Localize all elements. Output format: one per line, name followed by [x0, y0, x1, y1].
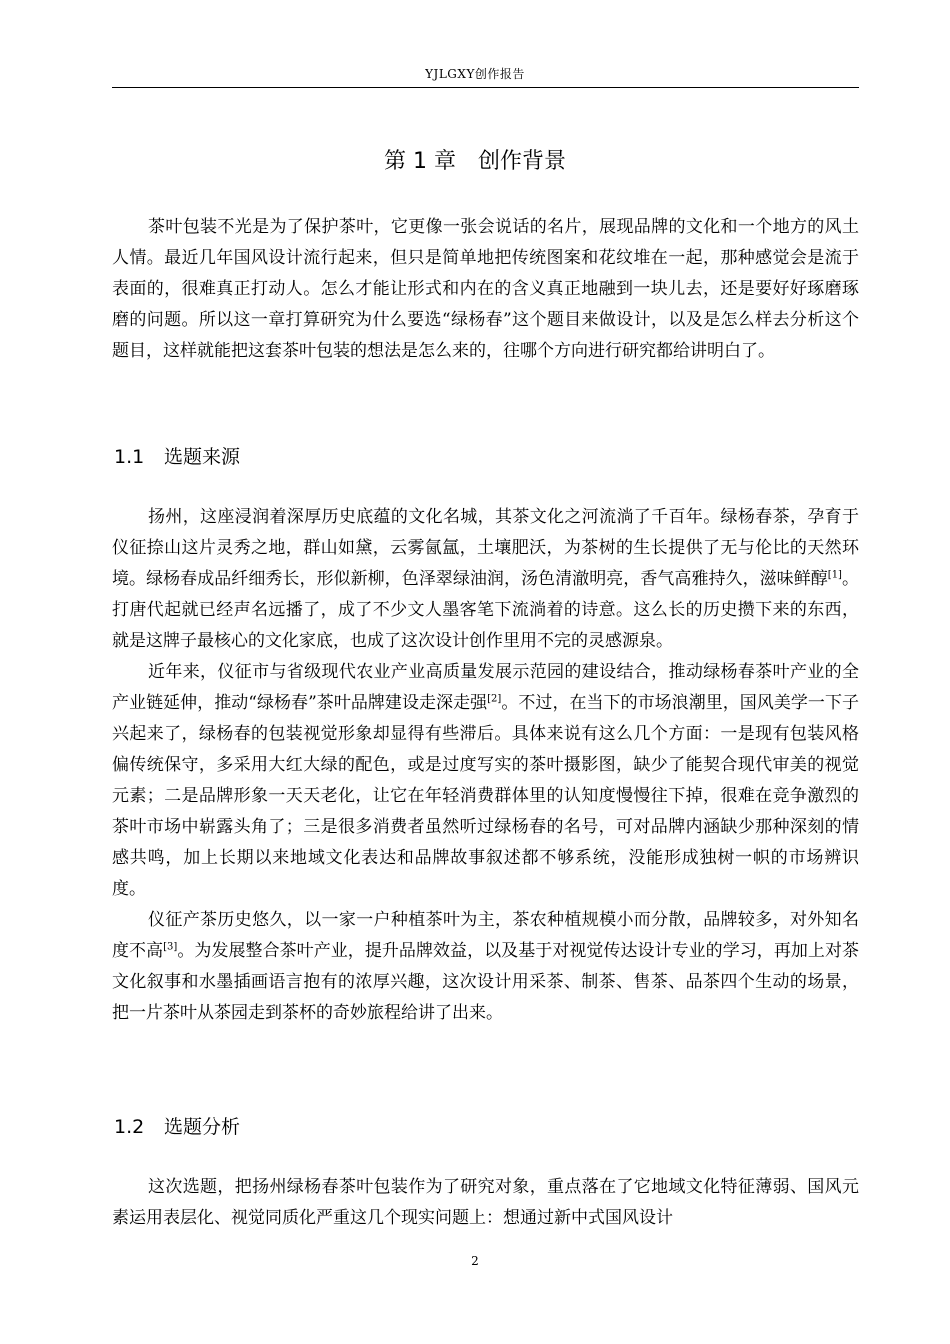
paragraph-text: 。不过，在当下的市场浪潮里，国风美学一下子兴起来了，绿杨春的包装视觉形象却显得有些滞后。具体来说有这么几个方面：一是现有包装风格偏传统保守，多采用大红大绿的配色，或是过度写实的茶叶摄影图，缺少了能契合现代审美的视觉元素；二是品牌形象一天天老化，让它在年轻消费群体里的认知度慢慢往下掉，很难在竞争激烈的茶叶市场中崭露头角了；三是很多消费者虽然听过绿杨春的名号，可对品牌内涵缺少那种深刻的情感共鸣，加上长期以来地域文化表达和品牌故事叙述都不够系统，没能形成独树一帜的市场辨识度。	[112, 693, 859, 899]
body-paragraph	[112, 502, 859, 657]
chapter-title	[0, 146, 950, 178]
citation-ref: [3]	[163, 941, 178, 953]
section-title: 选题分析	[164, 1116, 241, 1138]
body-paragraph: 这次选题，把扬州绿杨春茶叶包装作为了研究对象，重点落在了它地域文化特征薄弱、国风元素运用表层化、视觉同质化严重这几个现实问题上：想通过新中式国风设计	[112, 1177, 859, 1228]
running-header: YJLGXY创作报告	[425, 67, 525, 81]
section-1-1-body	[112, 502, 859, 1029]
section-heading-1-1	[114, 444, 240, 470]
chapter-number: 第 1 章	[384, 149, 456, 174]
section-number: 1.2	[114, 1116, 145, 1138]
paragraph-text: 。打唐代起就已经声名远播了，成了不少文人墨客笔下流淌着的诗意。这么长的历史攒下来的东西，就是这牌子最核心的文化家底，也成了这次设计创作里用不完的灵感源泉。	[112, 569, 860, 651]
intro-section	[112, 212, 859, 367]
page-number: 2	[471, 1254, 479, 1268]
section-1-2-body	[112, 1172, 859, 1234]
section-heading-1-2	[114, 1114, 240, 1140]
section-number: 1.1	[114, 446, 145, 468]
body-paragraph	[112, 657, 859, 905]
citation-ref: [2]	[487, 693, 502, 705]
section-title: 选题来源	[164, 446, 241, 468]
chapter-name: 创作背景	[477, 149, 566, 174]
paragraph-text: 仪征产茶历史悠久，以一家一户种植茶叶为主，茶农种植规模小而分散，品牌较多，对外知名度不高	[112, 910, 859, 961]
intro-paragraph: 茶叶包装不光是为了保护茶叶，它更像一张会说话的名片，展现品牌的文化和一个地方的风土人情。最近几年国风设计流行起来，但只是简单地把传统图案和花纹堆在一起，那种感觉会是流于表面的，很难真正打动人。怎么才能让形式和内在的含义真正地融到一块儿去，还是要好好琢磨琢磨的问题。所以这一章打算研究为什么要选“绿杨春”这个题目来做设计，以及是怎么样去分析这个题目，这样就能把这套茶叶包装的想法是怎么来的，往哪个方向进行研究都给讲明白了。	[112, 217, 859, 361]
paragraph-text: 近年来，仪征市与省级现代农业产业高质量发展示范园的建设结合，推动绿杨春茶叶产业的全产业链延伸，推动“绿杨春”茶叶品牌建设走深走强	[112, 662, 859, 713]
body-paragraph	[112, 905, 859, 1029]
header-divider	[112, 87, 859, 88]
citation-ref: [1]	[827, 569, 842, 581]
paragraph-text: 。为发展整合茶叶产业，提升品牌效益，以及基于对视觉传达设计专业的学习，再加上对茶文化叙事和水墨插画语言抱有的浓厚兴趣，这次设计用采茶、制茶、售茶、品茶四个生动的场景，把一片茶叶从茶园走到茶杯的奇妙旅程给讲了出来。	[112, 941, 860, 1023]
paragraph-text: 扬州，这座浸润着深厚历史底蕴的文化名城，其茶文化之河流淌了千百年。绿杨春茶，孕育于仪征捺山这片灵秀之地，群山如黛，云雾氤氲，土壤肥沃，为茶树的生长提供了无与伦比的天然环境。绿杨春成品纤细秀长，形似新柳，色泽翠绿油润，汤色清澈明亮，香气高雅持久，滋味鲜醇	[112, 507, 859, 589]
